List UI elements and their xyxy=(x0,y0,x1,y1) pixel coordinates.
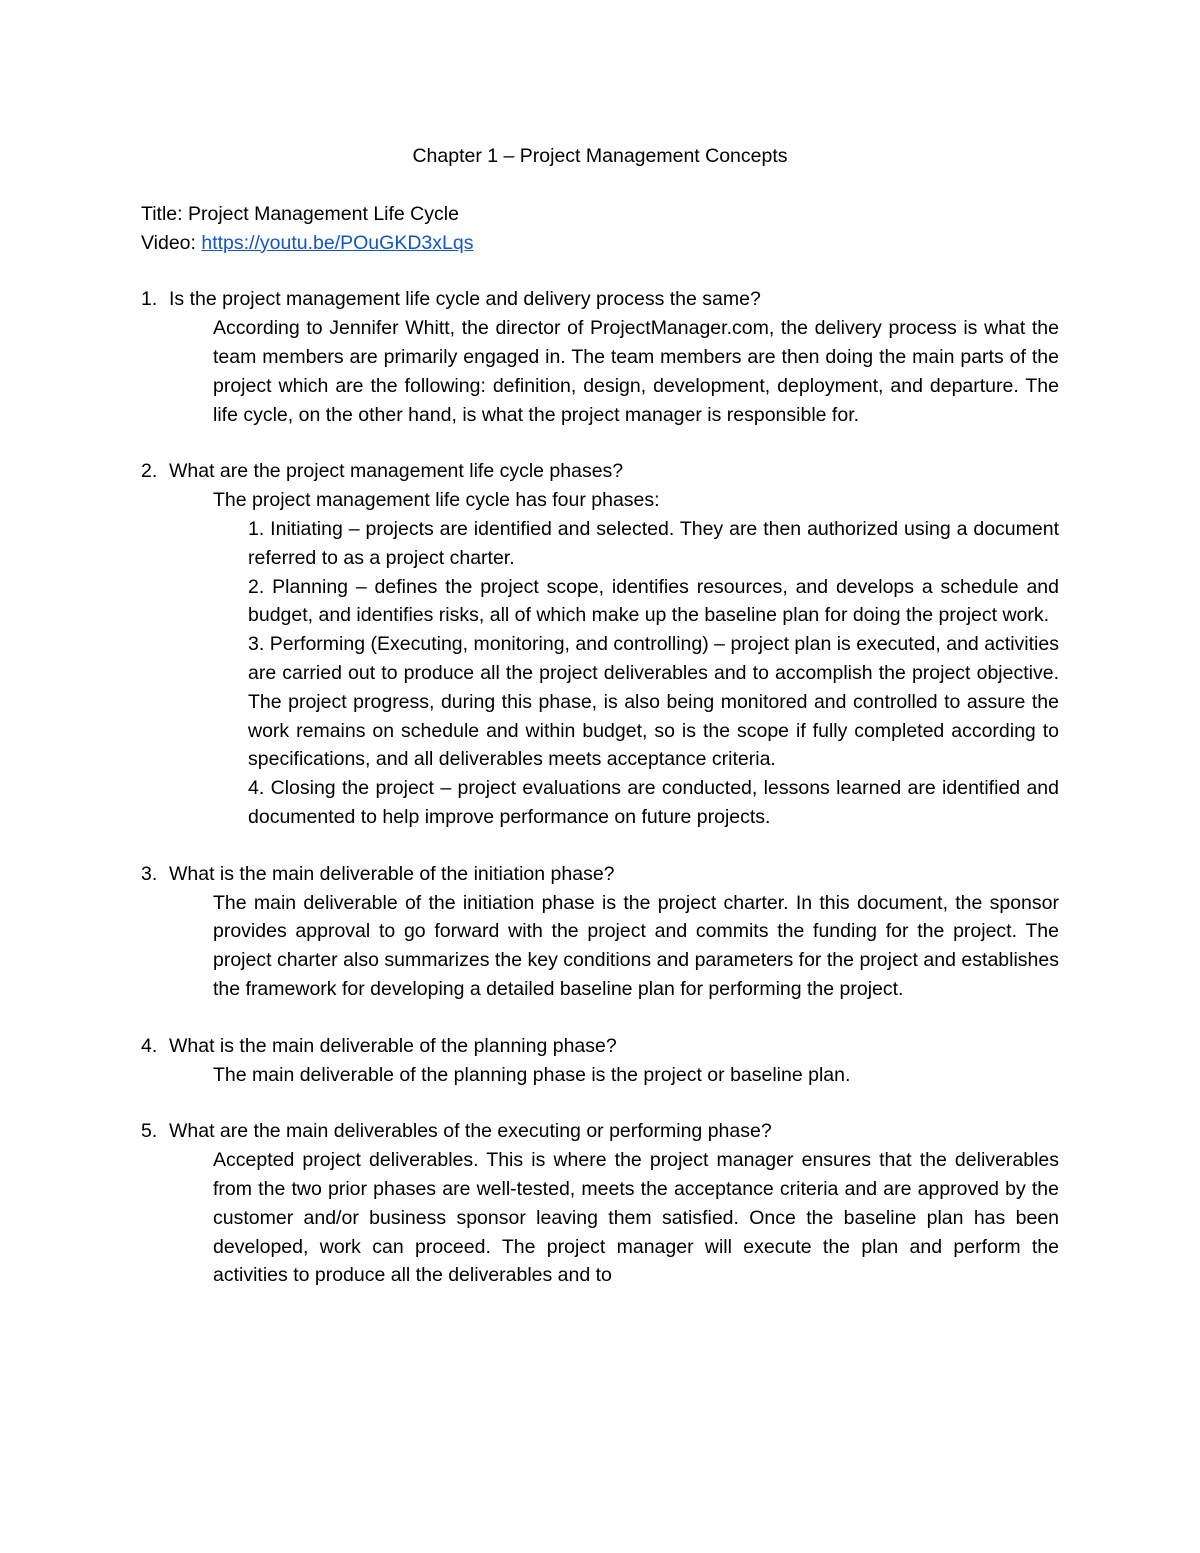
title-label: Title: xyxy=(141,202,183,225)
question-5 xyxy=(141,1117,1059,1290)
question-number: 2. xyxy=(141,460,158,483)
question-4 xyxy=(141,1032,1059,1090)
phase-item-planning: 2. Planning – defines the project scope, identifies resources, and develops a schedule and budget, and identifies risks, all of which make up the baseline plan for doing the project work. xyxy=(248,575,1059,627)
question-text: What is the main deliverable of the initiation phase? xyxy=(169,862,615,885)
answer-text: The main deliverable of the initiation phase is the project charter. In this document, the sponsor provides approval to go forward with the project and commits the funding for the project. The project charter also summarizes the key conditions and parameters for the project and establishes the framework for developing a detailed baseline plan for performing the project. xyxy=(213,891,1059,1000)
question-heading xyxy=(141,1032,1059,1061)
question-number: 4. xyxy=(141,1034,158,1057)
question-text: What are the project management life cycle phases? xyxy=(169,460,624,483)
question-text: What are the main deliverables of the executing or performing phase? xyxy=(169,1120,772,1143)
question-3 xyxy=(141,860,1059,1004)
question-text: What is the main deliverable of the planning phase? xyxy=(169,1034,617,1057)
question-number: 3. xyxy=(141,862,158,885)
video-label: Video: xyxy=(141,231,196,254)
phase-item-closing: 4. Closing the project – project evaluations are conducted, lessons learned are identified and documented to help improve performance on future projects. xyxy=(248,777,1059,828)
answer-text: The project management life cycle has four phases: xyxy=(213,489,660,512)
page-title: Chapter 1 – Project Management Concepts xyxy=(412,145,788,167)
document-body xyxy=(141,142,1059,1318)
question-number: 5. xyxy=(141,1120,158,1143)
question-heading xyxy=(141,1117,1059,1146)
title-value: Project Management Life Cycle xyxy=(187,202,459,225)
question-heading xyxy=(141,285,1059,314)
question-heading xyxy=(141,457,1059,486)
question-text: Is the project management life cycle and delivery process the same? xyxy=(169,288,761,311)
phase-list xyxy=(248,515,1059,832)
answer-text: The main deliverable of the planning phase is the project or baseline plan. xyxy=(213,1063,851,1086)
phase-item-performing: 3. Performing (Executing, monitoring, and controlling) – project plan is executed, and activities are carried out to produce all the project deliverables and to accomplish the project objective. The project progress, during this phase, is also being monitored and controlled to assure the work remains on schedule and within budget, so is the scope if fully completed according to specifications, and all deliverables meets acceptance criteria. xyxy=(248,633,1059,771)
title-line xyxy=(141,200,1059,229)
question-number: 1. xyxy=(141,288,158,311)
question-2 xyxy=(141,457,1059,831)
answer-text: Accepted project deliverables. This is where the project manager ensures that the deliverables from the two prior phases are well-tested, meets the acceptance criteria and are approved by the customer and/or business sponsor leaving them satisfied. Once the baseline plan has been developed, work can proceed. The project manager will execute the plan and perform the activities to produce all the deliverables and to xyxy=(213,1149,1059,1287)
meta-block xyxy=(141,200,1059,258)
question-1 xyxy=(141,285,1059,429)
video-line xyxy=(141,229,1059,258)
answer-text: According to Jennifer Whitt, the director of ProjectManager.com, the delivery process is what the team members are primarily engaged in. The team members are then doing the main parts of the project which are the following: definition, design, development, deployment, and departure. The life cycle, on the other hand, is what the project manager is responsible for. xyxy=(213,317,1059,426)
video-link[interactable]: https://youtu.be/POuGKD3xLqs xyxy=(201,231,474,254)
phase-item-initiating: 1. Initiating – projects are identified and selected. They are then authorized using a document referred to as a project charter. xyxy=(248,517,1059,569)
question-heading xyxy=(141,860,1059,889)
